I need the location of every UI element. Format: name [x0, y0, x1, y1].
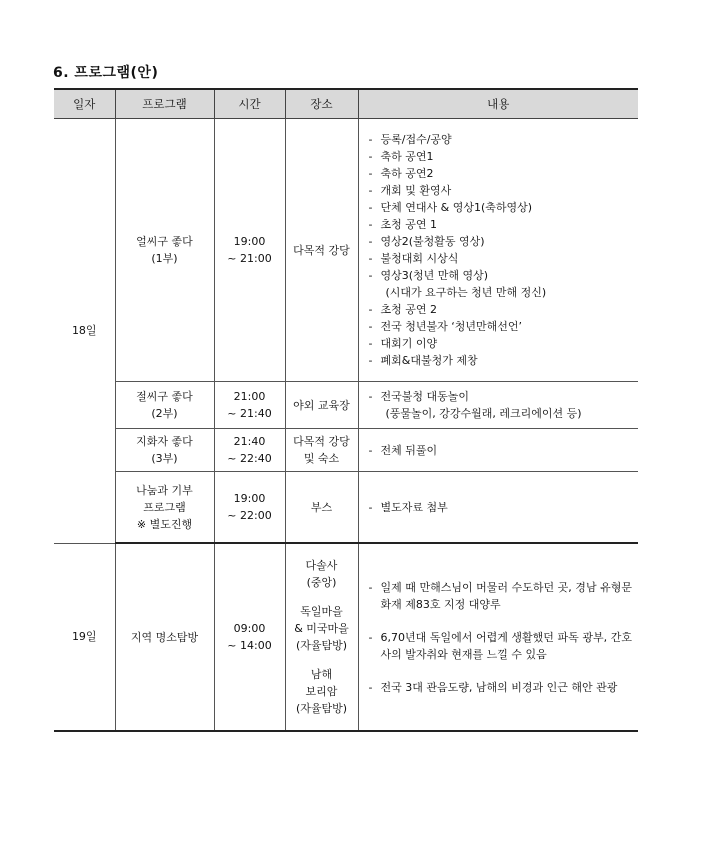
time-end: ~ 14:00: [227, 639, 272, 652]
place-cell: [285, 429, 358, 472]
list-item: - 전국 3대 관음도량, 남해의 비경과 인근 해안 관광: [369, 679, 633, 696]
place-block: [286, 551, 358, 597]
table-row: [54, 382, 638, 429]
program-line: (2부): [151, 407, 178, 420]
list-item: - 불청대회 시상식: [369, 250, 633, 267]
list-item-subtext: (풍물놀이, 강강수월래, 레크리에이션 등): [385, 407, 582, 420]
place-line: 다목적 강당: [293, 243, 350, 257]
header-time: 시간: [214, 89, 285, 119]
date-cell: 19일: [54, 543, 115, 731]
content-block: [369, 671, 633, 704]
program-cell: [115, 119, 214, 382]
place-line: 보리암: [305, 685, 338, 698]
list-item: - 축하 공연2: [369, 165, 633, 182]
list-item: - 일제 때 만해스님이 머물러 수도하던 곳, 경남 유형문화재 제83호 지정 대양루: [369, 579, 633, 613]
time-cell: [214, 543, 285, 731]
place-line: 독일마을: [300, 605, 343, 618]
section-heading: 6. 프로그램(안): [53, 65, 159, 81]
time-end: ~ 21:40: [227, 407, 272, 420]
place-line: 다목적 강당: [293, 435, 350, 448]
content-cell: [358, 472, 638, 544]
program-line: 절씨구 좋다: [136, 390, 193, 403]
list-item: - 전체 뒤풀이: [369, 442, 633, 459]
list-item: - 초청 공연 1: [369, 216, 633, 233]
place-block: [286, 660, 358, 723]
content-list: [369, 442, 633, 459]
table-row: [54, 429, 638, 472]
table-header-row: [54, 89, 638, 119]
time-end: ~ 21:00: [227, 252, 272, 265]
content-list: [369, 131, 633, 369]
place-line: 남해: [310, 668, 333, 681]
header-date: 일자: [54, 89, 115, 119]
place-cell: [285, 472, 358, 544]
place-line: & 미국마을: [294, 622, 349, 635]
content-list: [369, 388, 633, 422]
place-block: [286, 597, 358, 660]
program-cell: [115, 472, 214, 544]
time-end: ~ 22:40: [227, 452, 272, 465]
list-item: - 영상2(불청활동 영상): [369, 233, 633, 250]
content-list: [369, 579, 633, 613]
content-cell: [358, 119, 638, 382]
time-start: 19:00: [233, 492, 266, 505]
list-item-text: 전국불청 대동놀이: [380, 390, 470, 403]
time-cell: [214, 429, 285, 472]
list-item: - 개회 및 환영사: [369, 182, 633, 199]
date-cell: 18일: [54, 119, 115, 544]
time-cell: [214, 382, 285, 429]
content-block: [369, 621, 633, 671]
place-line: (자율탐방): [295, 702, 348, 715]
time-start: 21:40: [233, 435, 266, 448]
content-cell: [358, 543, 638, 731]
list-item: - 폐회&대불청가 제창: [369, 352, 633, 369]
place-cell: [285, 119, 358, 382]
program-line: (1부): [151, 252, 178, 265]
time-cell: [214, 472, 285, 544]
program-line: 얼씨구 좋다: [136, 235, 193, 248]
table-row: [54, 119, 638, 382]
list-item-text: 영상3(청년 만해 영상): [380, 269, 489, 282]
program-cell: 지역 명소탐방: [115, 543, 214, 731]
time-start: 19:00: [233, 235, 266, 248]
list-item: - 별도자료 첨부: [369, 499, 633, 516]
place-line: 야외 교육장: [293, 398, 350, 412]
content-list: [369, 679, 633, 696]
header-place: 장소: [285, 89, 358, 119]
program-cell: [115, 429, 214, 472]
header-content: 내용: [358, 89, 638, 119]
place-line: 다솔사: [305, 559, 338, 572]
program-note: ※ 별도진행: [136, 517, 193, 531]
list-item: - 단체 연대사 & 영상1(축하영상): [369, 199, 633, 216]
list-item: - 전국 청년불자 ‘청년만해선언’: [369, 318, 633, 335]
content-cell: [358, 429, 638, 472]
list-item: - 등록/접수/공양: [369, 131, 633, 148]
program-line: (3부): [151, 452, 178, 465]
content-list: [369, 629, 633, 663]
time-start: 09:00: [233, 622, 266, 635]
content-list: [369, 499, 633, 516]
list-item: - 6,70년대 독일에서 어렵게 생활했던 파독 광부, 간호사의 발자취와 현재를 느낄 수 있음: [369, 629, 633, 663]
list-item: [369, 267, 633, 301]
list-item: [369, 388, 633, 422]
program-line: 지화자 좋다: [136, 435, 193, 448]
content-cell: [358, 382, 638, 429]
list-item: - 초청 공연 2: [369, 301, 633, 318]
place-line: (중앙): [306, 576, 337, 589]
place-cell: [285, 382, 358, 429]
list-item-subtext: (시대가 요구하는 청년 만해 정신): [385, 286, 547, 299]
program-table: [54, 88, 638, 732]
program-line: 프로그램: [143, 500, 186, 514]
place-line: 및 숙소: [303, 452, 340, 465]
place-line: (자율탐방): [295, 639, 348, 652]
time-cell: [214, 119, 285, 382]
table-row: [54, 543, 638, 731]
place-cell: [285, 543, 358, 731]
list-item: - 축하 공연1: [369, 148, 633, 165]
header-program: 프로그램: [115, 89, 214, 119]
program-line: 나눔과 기부: [136, 483, 193, 497]
table-row: [54, 472, 638, 544]
list-item: - 대회기 이양: [369, 335, 633, 352]
program-cell: [115, 382, 214, 429]
content-block: [369, 571, 633, 621]
place-line: 부스: [310, 500, 333, 514]
time-start: 21:00: [233, 390, 266, 403]
time-end: ~ 22:00: [227, 509, 272, 522]
